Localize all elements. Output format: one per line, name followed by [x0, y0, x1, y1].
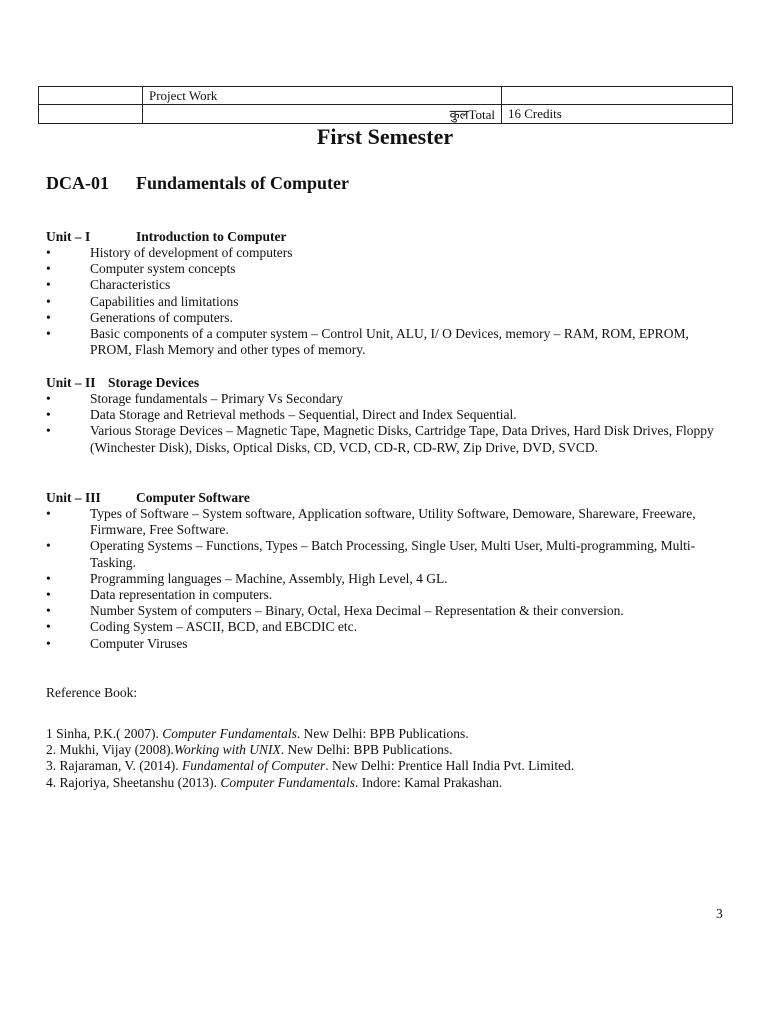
reference-item: 1 Sinha, P.K.( 2007). Computer Fundamentals. New Delhi: BPB Publications.: [46, 726, 469, 741]
reference-list: [46, 726, 574, 791]
bullet-icon: •: [46, 245, 51, 260]
list-item: • Computer Viruses: [46, 635, 188, 651]
bullet-icon: •: [46, 309, 51, 325]
list-item: • Generations of computers.: [46, 309, 233, 325]
bullet-icon: •: [46, 506, 51, 521]
page-title: First Semester: [316, 124, 454, 149]
list-item: • Data Storage and Retrieval methods – Sequential, Direct and Index Sequential.: [46, 407, 517, 423]
unit-title: Storage Devices: [108, 375, 200, 390]
unit-label: Unit – I: [46, 229, 91, 244]
total-label-cell: कुलTotal: [143, 105, 502, 124]
list-item: • Capabilities and limitations: [46, 293, 239, 309]
reference-item: 2. Mukhi, Vijay (2008).Working with UNIX. New Delhi: BPB Publications.: [46, 742, 453, 758]
list-item: • Storage fundamentals – Primary Vs Secondary: [46, 391, 343, 406]
course-code: DCA-01: [46, 173, 109, 193]
unit-topic-list: [46, 245, 726, 358]
reference-item: 3. Rajaraman, V. (2014). Fundamental of Computer. New Delhi: Prentice Hall India Pvt. Limited.: [46, 758, 575, 774]
unit-title: Computer Software: [136, 490, 250, 505]
reference-heading: Reference Book:: [46, 685, 138, 700]
bullet-icon: •: [46, 619, 51, 635]
course-heading: [46, 173, 349, 194]
unit-topic-list: [46, 391, 726, 456]
bullet-icon: •: [46, 587, 51, 603]
list-item: • Operating Systems – Functions, Types – Batch Processing, Single User, Multi User, Multi-programming, Multi-Tasking.: [46, 538, 696, 570]
credits-table: [38, 86, 733, 124]
list-item: • History of development of computers: [46, 245, 293, 260]
bullet-icon: •: [46, 261, 51, 277]
course-name: Fundamentals of Computer: [136, 173, 350, 193]
unit-label: Unit – II: [46, 375, 96, 390]
unit-heading: [46, 490, 250, 506]
list-item: • Computer system concepts: [46, 261, 236, 277]
list-item: • Coding System – ASCII, BCD, and EBCDIC etc.: [46, 619, 358, 635]
list-item: • Characteristics: [46, 277, 171, 293]
bullet-icon: •: [46, 635, 51, 651]
page-number: 3: [716, 906, 723, 921]
list-item: • Various Storage Devices – Magnetic Tape, Magnetic Disks, Cartridge Tape, Data Drives, Hard Disk Drives, Floppy (Winchester Disk), Disks, Optical Disks, CD, VCD, CD-R, CD-RW, Zip Drive, DVD, SVCD.: [46, 423, 714, 455]
list-item: • Data representation in computers.: [46, 587, 273, 603]
book-title: Computer Fundamentals: [162, 726, 297, 741]
unit-heading: [46, 229, 287, 245]
unit-heading: [46, 375, 199, 391]
bullet-icon: •: [46, 570, 51, 586]
table-row: [39, 87, 733, 105]
list-item: • Basic components of a computer system – Control Unit, ALU, I/ O Devices, memory – RAM, ROM, EPROM, PROM, Flash Memory and other types of memory.: [46, 326, 689, 358]
reference-item: 4. Rajoriya, Sheetanshu (2013). Computer Fundamentals. Indore: Kamal Prakashan.: [46, 774, 503, 790]
bullet-icon: •: [46, 423, 51, 439]
unit-title: Introduction to Computer: [136, 229, 287, 244]
bullet-icon: •: [46, 326, 51, 342]
book-title: Working with UNIX: [173, 742, 281, 758]
bullet-icon: •: [46, 277, 51, 293]
unit-label: Unit – III: [46, 490, 101, 505]
credits-cell: 16 Credits: [502, 105, 733, 124]
list-item: • Number System of computers – Binary, Octal, Hexa Decimal – Representation & their conversion.: [46, 603, 624, 619]
book-title: Fundamental of Computer: [181, 758, 326, 774]
bullet-icon: •: [46, 407, 51, 423]
list-item: • Types of Software – System software, Application software, Utility Software, Demoware, Shareware, Freeware, Firmware, Free Software.: [46, 506, 696, 538]
bullet-icon: •: [46, 538, 51, 554]
project-work-cell: Project Work: [143, 87, 502, 105]
unit-topic-list: [46, 506, 726, 652]
bullet-icon: •: [46, 293, 51, 309]
book-title: Computer Fundamentals: [220, 774, 355, 790]
bullet-icon: •: [46, 391, 51, 406]
list-item: • Programming languages – Machine, Assembly, High Level, 4 GL.: [46, 570, 448, 586]
bullet-icon: •: [46, 603, 51, 619]
table-row: [39, 105, 733, 124]
